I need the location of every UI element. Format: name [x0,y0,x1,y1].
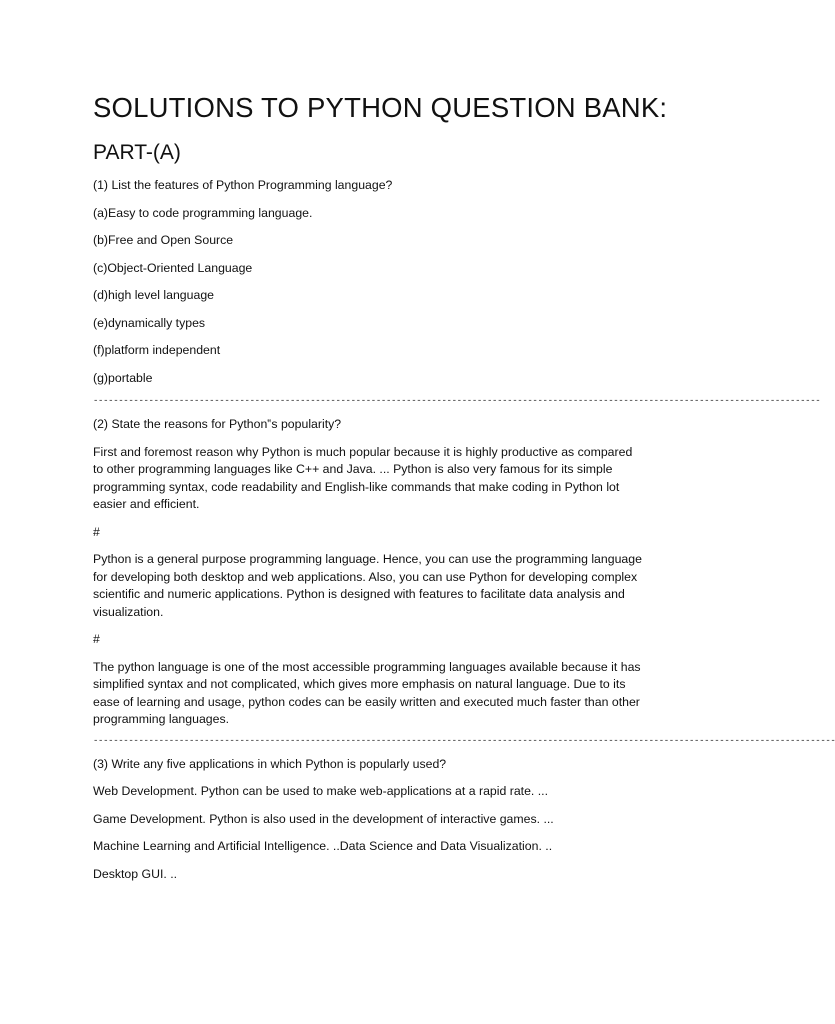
answer-paragraph [93,444,683,514]
answer-item: (f)platform independent [93,343,221,357]
question-2: (2) State the reasons for Python‟s popularity? [93,417,342,431]
paragraph-line: First and foremost reason why Python is much popular because it is highly productive as compared [93,444,633,459]
paragraph-line: # [93,632,100,646]
answer-item: (a)Easy to code programming language. [93,205,313,220]
question-1: (1) List the features of Python Programming language? [93,178,393,192]
answer-item: Game Development. Python is also used in the development of interactive games. ... [93,811,554,826]
paragraph-line: programming languages. [93,712,230,726]
answer-item: (g)portable [93,370,153,385]
answer-item: (d)high level language [93,288,215,302]
paragraph-line: simplified syntax and not complicated, which gives more emphasis on natural language. Due to its [93,677,626,691]
hash-separator [93,524,683,542]
section-divider: ------------------------------------------------------------------------------------------------------------------------------------------------ [93,396,821,406]
document-content [93,88,835,883]
paragraph-line: programming syntax, code readability and English-like commands that make coding in Python lot [93,479,620,494]
paragraph-line: visualization. [93,604,164,619]
paragraph-line: The python language is one of the most accessible programming languages available because it has [93,659,641,674]
answer-paragraph [93,659,683,729]
answer-item: Desktop GUI. .. [93,866,178,881]
answer-paragraph [93,551,683,621]
paragraph-line: easier and efficient. [93,497,200,511]
answer-item: Machine Learning and Artificial Intelligence. ..Data Science and Data Visualization. .. [93,839,553,853]
question-block-3 [93,756,683,884]
document-title: SOLUTIONS TO PYTHON QUESTION BANK: [93,92,668,123]
paragraph-line: for developing both desktop and web applications. Also, you can use Python for developing complex [93,569,638,584]
paragraph-line: Python is a general purpose programming language. Hence, you can use the programming language [93,552,642,566]
question-block-2 [93,416,683,729]
answer-item: Web Development. Python can be used to make web-applications at a rapid rate. ... [93,784,549,798]
question-3: (3) Write any five applications in which Python is popularly used? [93,756,447,771]
question-block-1 [93,177,683,387]
section-divider: --------------------------------------------------------------------------------------------------------------------------------------------------- [93,735,835,746]
part-heading: PART-(A) [93,141,181,164]
answer-item: (b)Free and Open Source [93,233,234,247]
paragraph-line: ease of learning and usage, python codes can be easily written and executed much faster than other [93,694,640,709]
paragraph-line: # [93,524,100,539]
paragraph-line: to other programming languages like C++ and Java. ... Python is also very famous for its simple [93,462,613,476]
answer-item: (c)Object-Oriented Language [93,260,253,275]
paragraph-line: scientific and numeric applications. Python is designed with features to facilitate data analysis and [93,587,625,601]
answer-item: (e)dynamically types [93,315,206,330]
hash-separator [93,631,683,649]
